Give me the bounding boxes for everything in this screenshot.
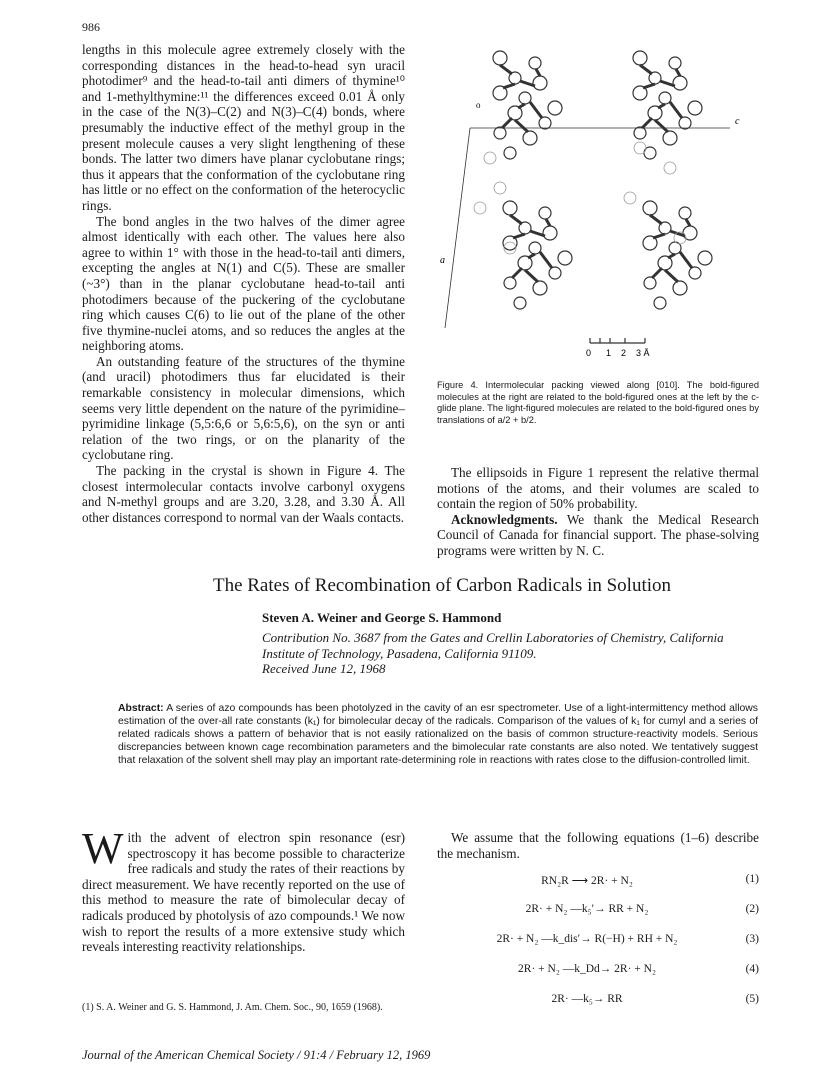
abstract-body: A series of azo compounds has been photolyzed in the cavity of an esr spectrometer. Use of a light-intermittency method allows estimation of the over-all rate constants (k₁) for bimolecular decay of the radicals. Comparison of the values of k₁ for cumyl and a series of related radicals shows a pattern of behavior that is not easily rationalized on the basis of common structure-reactivity models. Serious discrepancies between known cage recombination parameters and the bimolecular rate constants are also noted. We tentatively suggest that relaxation of the solvent shell may play an important rate-determining role in reactions with rates close to the diffusion-controlled limit.	[118, 703, 758, 766]
right-column-upper	[437, 465, 759, 559]
axis-a-label: a	[440, 255, 445, 266]
ack-body: We thank the Medical Research Council of Canada for financial support. The phase-solving programs were written by N. C.	[437, 511, 759, 558]
journal-footer: Journal of the American Chemical Society / 91:4 / February 12, 1969	[82, 1048, 431, 1062]
equation-text: 2R· + N₂ —k_Dd→ 2R· + N₂	[518, 963, 656, 975]
paragraph: An outstanding feature of the structures of the thymine (and uracil) photodimers thus far elucidated is their remarkable consistency in molecular dimensions, which seems very little dependent on the nature of the pyrimidine–pyrimidine linkage (5,5:6,6 or 5,6:5,6), on the syn or anti relation of the two rings, or on the planarity of the cyclobutane ring.	[82, 353, 405, 463]
intro-paragraph	[82, 824, 405, 955]
affiliation-text: Contribution No. 3687 from the Gates and Crellin Laboratories of Chemistry, California Institute of Technology, Pasadena, California 91109.	[262, 630, 724, 661]
figure-caption: Figure 4. Intermolecular packing viewed along [010]. The bold-figured molecules at the right are related to the bold-figured ones at the left by the c-glide plane. The light-figured molecules are related to the bold-figured ones by translations of a/2 + b/2.	[437, 380, 759, 425]
scale-label: 2	[621, 348, 627, 358]
equation-number: (4)	[745, 963, 759, 975]
abstract	[118, 702, 758, 767]
origin-label: o	[476, 100, 481, 110]
equation-number: (1)	[745, 873, 759, 885]
equation-text: 2R· —k₅→ RR	[551, 993, 623, 1005]
paragraph: The bond angles in the two halves of the dimer agree almost identically with each other. The values here also agree to within 1° with those in the head-to-tail anti dimers, excepting the angles at N(1) and C(5). These are smaller (~3°) than in the planar cyclobutane head-to-tail anti photodimers because of the puckering of the cyclobutane ring which causes C(6) to lie out of the plane of the other five thymine-nuclei atoms, and so reduces the angles at the neighboring atoms.	[82, 213, 405, 354]
equation-number: (3)	[745, 933, 759, 945]
paragraph: We assume that the following equations (1–6) describe the mechanism.	[437, 830, 759, 861]
equation-text: 2R· + N₂ —k₅′→ RR + N₂	[525, 903, 649, 915]
scale-label: 1	[606, 348, 612, 358]
ack-heading: Acknowledgments.	[451, 511, 558, 527]
intro-text: ith the advent of electron spin resonance (esr) spectroscopy it has become possible to characterize free radicals and study the rates of their reactions by direct measurement. We have recently reported on the use of this method to measure the rate of bimolecular decay of radicals produced by photolysis of azo compounds.¹ We now wish to report the results of a more extensive study which reveals interesting reactivity relationships.	[82, 830, 405, 955]
page-number: 986	[82, 20, 100, 34]
packing-diagram	[440, 38, 760, 374]
paragraph: The packing in the crystal is shown in Figure 4. The closest intermolecular contacts involve carbonyl oxygens and N-methyl groups and are 3.20, 3.28, and 3.30 Å. All other distances correspond to normal van der Waals contacts.	[82, 463, 405, 525]
mechanism-intro	[437, 830, 759, 861]
article-affiliation	[262, 630, 762, 677]
equation-text: RN₂R ⟶ 2R· + N₂	[541, 875, 633, 887]
equation-number: (2)	[745, 903, 759, 915]
scale-label: 0	[586, 348, 592, 358]
equation-number: (5)	[745, 993, 759, 1005]
axis-c-label: c	[735, 116, 740, 127]
article-authors: Steven A. Weiner and George S. Hammond	[262, 610, 502, 625]
article-title: The Rates of Recombination of Carbon Radicals in Solution	[212, 575, 672, 596]
figure-4	[440, 38, 760, 374]
paragraph: lengths in this molecule agree extremely closely with the corresponding distances in the head-to-head syn uracil photodimer⁹ and the head-to-tail anti dimers of thymine¹⁰ and 1-methylthymine:¹¹ the differences exceed 0.01 Å only in the case of the N(3)–C(2) and N(3)–C(4) bonds, where presumably the inductive effect of the methyl group in the present molecule causes a very slight lengthening of these bonds. The latter two dimers have planar cyclobutane rings; thus it appears that the conformation of the cyclobutane ring has little or no effect on the conformation of the heterocyclic rings.	[82, 42, 405, 213]
drop-cap: W	[82, 824, 124, 873]
paragraph: The ellipsoids in Figure 1 represent the relative thermal motions of the atoms, and their volumes are scaled to contain the region of 50% probability.	[437, 465, 759, 512]
scale-label: 3 Å	[636, 348, 650, 358]
left-column-top	[82, 42, 405, 525]
received-date: Received June 12, 1968	[262, 661, 386, 677]
abstract-heading: Abstract:	[118, 703, 164, 714]
equation-text: 2R· + N₂ —k_dis′→ R(−H) + RH + N₂	[496, 933, 678, 945]
footnote: (1) S. A. Weiner and G. S. Hammond, J. Am. Chem. Soc., 90, 1659 (1968).	[82, 1002, 383, 1013]
